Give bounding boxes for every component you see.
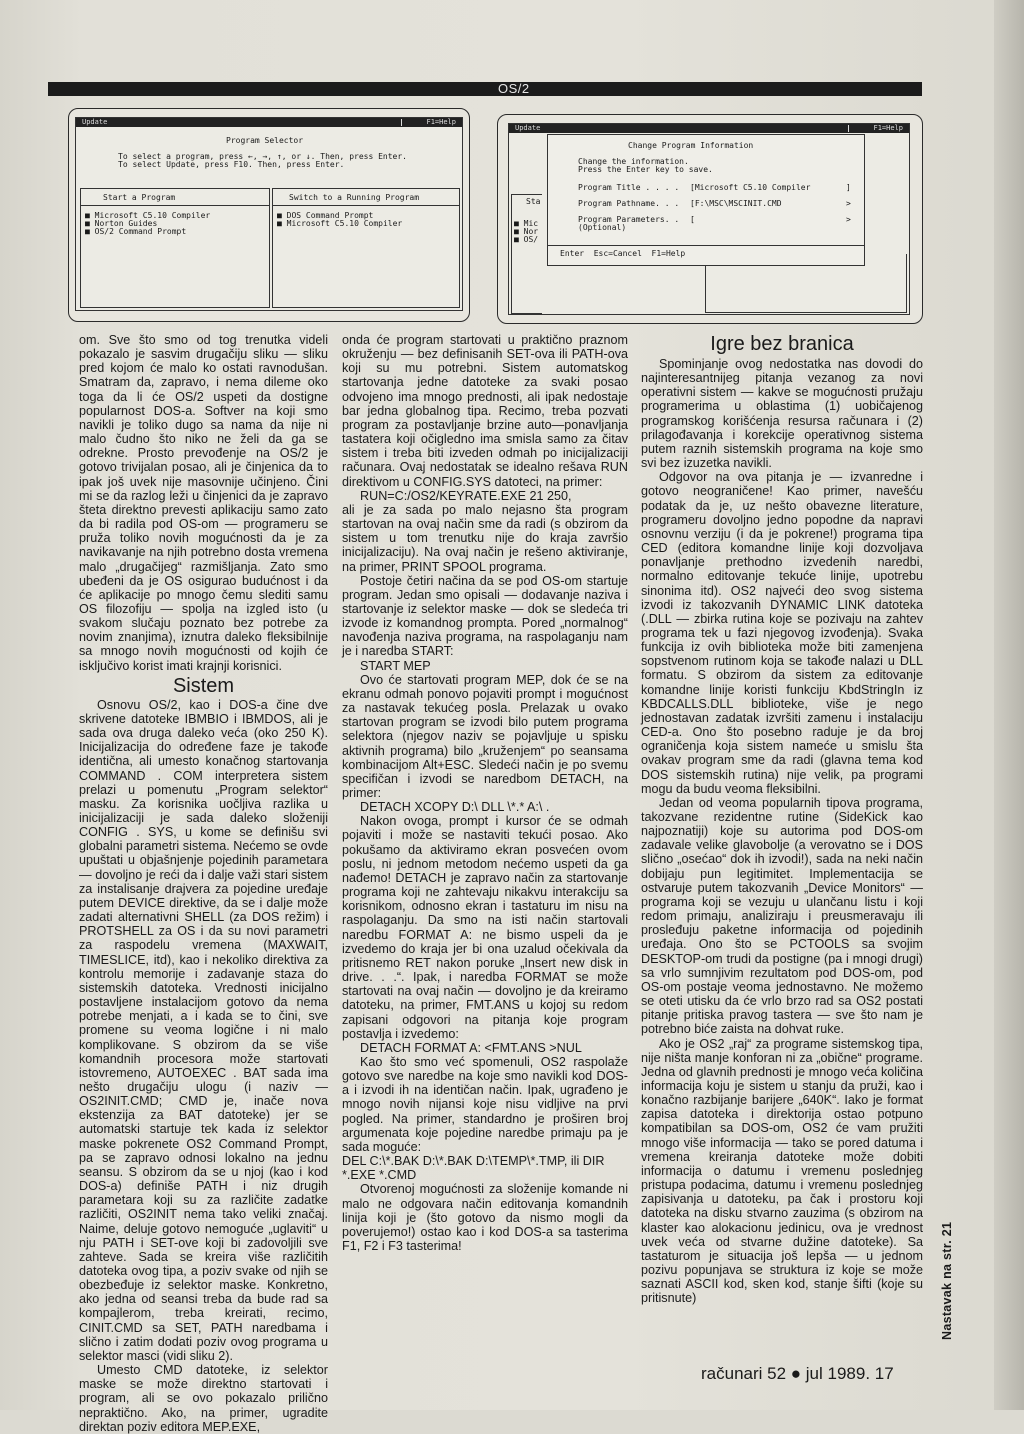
figure-change-program-info bbox=[497, 114, 923, 324]
section-label: OS/2 bbox=[498, 81, 530, 96]
menu-bar bbox=[76, 118, 462, 127]
dialog-line-2: Press the Enter key to save. bbox=[578, 165, 713, 174]
paragraph: Kao što smo već spomenuli, OS2 raspolaže gotovo sve naredbe na koje smo navikli kod DOS-a i izvodi ih na identičan način. Ipak, ugrađeno je mnogo novih nijansi koje nisu vidljive na prvi pogled. Na primer, standardno je proširen broj argumenata koje pojedine naredbe primaju pa je sada moguće: bbox=[342, 1054, 628, 1154]
paragraph: Umesto CMD datoteke, iz selektor maske se može direktno startovati i program, ali se ovo pokazalo prilično nepraktično. Ako, na primer, ugradite direktan poziv editora MEP.EXE, bbox=[79, 1363, 328, 1434]
paragraph: Ako je OS2 „raj“ za programe sistemskog tipa, nije ništa manje konforan ni za „obične“ programe. Jedna od glavnih prednosti je mnogo veća količina informacija koju je sistem u stanju da pruži, kao i konačno razbijanje barijere „640K“. Iako je format zapisa datoteka i direktorija ostao potpuno kompatibilan sa DOS-om, OS2 će vam pružiti mnogo više informacija — tako se pored datuma i vremena kreiranja datoteke može dobiti informacija o datumu i vremenu poslednjeg pristupa podacima, datumu i vremenu poslednjeg zapisivanja u datoteku, pa čak i prostoru koji datoteka na disku stvarno zauzima (s obzirom na klaster kao alokacionu jedinicu, ova je vrednost uvek veća od stvarne dužine datoteke). Sa tastaturom je situacija još lepša — u jednom pozivu popunjava se struktura iz koje se može saznati ASCII kod, sken kod, stanje šifti (koje su pritisnute) bbox=[641, 1036, 923, 1306]
section-heading-sistem: Sistem bbox=[172, 674, 235, 697]
program-title-end: ] bbox=[846, 183, 851, 192]
article-column-2 bbox=[342, 333, 628, 1253]
paragraph: Postoje četiri načina da se pod OS-om startuje program. Jedan smo opisali — dodavanje naziva i startovanje iz selektor maske — dok se sledeća tri izvode iz komandnog prompta. Pored „normalnog“ navođenja naziva programa, na raspolaganju nam je i naredba START: bbox=[342, 573, 628, 659]
paragraph: Spominjanje ovog nedostatka nas dovodi do najinteresantnijeg pitanja vezanog za novi operativni sistem — kakve se mogućnosti pružaju programerima u oblastima (1) uobičajenog programskog korišćenja resursa računara i (2) prilagođavanja i korekcije operativnog sistema putem raznih sistemskih programa na koje smo svi bez izuzetka navikli. bbox=[641, 357, 923, 471]
paragraph: ali je za sada po malo nejasno šta program startovan na ovaj način sme da radi (s obzirom da sistem u tom trenutku nije do kraja završio inicijalizaciju). Na ovaj način je rešeno aktiviranje, na primer, PRINT SPOOL programa. bbox=[342, 502, 628, 574]
menu-bar-2 bbox=[509, 124, 909, 133]
switch-item-2[interactable]: ■ Microsoft C5.10 Compiler bbox=[277, 219, 403, 228]
start-item-2[interactable]: ■ Norton Guides bbox=[85, 219, 158, 228]
program-title-field[interactable]: [Microsoft C5.10 Compiler bbox=[690, 183, 811, 192]
bg-item-1: ■ Mic bbox=[514, 219, 539, 228]
switch-program-box bbox=[272, 188, 460, 308]
selector-instruction-2: To select Update, press F10. Then, press Enter. bbox=[118, 160, 345, 169]
dialog-line-1: Change the information. bbox=[578, 157, 689, 166]
paragraph: onda će program startovati u praktično praznom okruženju — bez definisanih SET-ova ili PATH-ova koji su mu potrebni. Sistem automatskog startovanja jedne datoteke za svaki posao odvojeno ima mnogo prednosti, ali ipak nedostaje bar jedna globalnog tipa. Recimo, treba pozvati program za postavljanje brzine auto—ponavljanja tastatera koji očigledno ima smisla samo za čitav sistem i treba biti izveden odmah po inicijalizaciji računara. Ovaj nedostatak se idealno rešava RUN direktivom u CONFIG.SYS datoteci, na primer: bbox=[342, 333, 628, 489]
continuation-note: Nastavak na str. 21 bbox=[940, 1221, 954, 1340]
section-header-bar bbox=[48, 82, 922, 96]
figure-program-selector bbox=[68, 108, 470, 322]
start-box-title: Start a Program bbox=[103, 193, 176, 202]
page-edge bbox=[994, 0, 1024, 1410]
screen-program-selector bbox=[75, 117, 463, 311]
bg-start-label: Sta bbox=[526, 197, 541, 206]
bg-item-2: ■ Nor bbox=[514, 227, 539, 236]
paragraph: Nakon ovoga, prompt i kursor će se odmah pojaviti i može se nastaviti tekući posao. Ako pokušamo da aktiviramo ekran posvećen ovom poslu, ni jednom metodom nećemo uspeti da ga nađemo! DETACH je zapravo način za startovanje programa koji ne zahtevaju nikakvu interakciju sa korisnikom, odnosno ekran i tastaturu im nisu na raspolaganju. Da smo na isti način startovali naredbu FORMAT A: ne bismo uspeli da je izvedemo do kraja jer bi ona uzalud očekivala da pritisnemo RET nakon poruke „Insert new disk in drive. . .“. Ipak, i naredba FORMAT se može startovati na ovaj način — dovoljno je da kreiramo datoteku, na primer, FMT.ANS u kojoj su redom zapisani odgovori na pitanja koje program postavlja i izvedemo: bbox=[342, 814, 628, 1041]
background-start-box bbox=[511, 194, 542, 314]
selector-title: Program Selector bbox=[226, 136, 304, 145]
paragraph: Osnovu OS/2, kao i DOS-a čine dve skrivene datoteke IBMBIO i IBMDOS, ali je sada ova druga daleko veća (oko 250 K). Inicijalizacija do određene faze je takođe identična, ali umesto konačnog startovanja COMMAND . COM interpretera sistem prelazi u pomenutu „Program selektor“ masku. Za korisnika uočljiva razlika u inicijalizaciji je sada daleko složeniji CONFIG . SYS, u kome se definišu svi globalni parametri sistema. Nećemo se ovde upuštati u objašnjenje pojedinih parametara — dovoljno je reći da i dalje važi stari sistem za instalisanje drajvera za pojedine uređaje putem DEVICE direktive, da se i dalje može zadati alternativni SHELL (za DOS režim) i PROTSHELL za OS i da su novi parametri za raspodelu vremena (MAXWAIT, TIMESLICE, itd), kao i nekoliko direktiva za kontrolu memorije i zadavanje staza do sistemskih datoteka. Vrednosti inicijalno postavljene instalacijom gotovo da nema potrebe menjati, a i kada se to čini, sve promene su veoma logične i ni malo komplikovane. S obzirom da se više komandnih procesora može startovati istovremeno, AUTOEXEC . BAT sada ima nešto drugačiju ulogu (i naziv — OS2INIT.CMD; CMD je, inače nova ekstenzija za BAT datoteke) jer se automatski startuje tek kada iz selektor maske pokrenete OS2 Command Prompt, pa se zapravo odnosi lokalno na jednu seansu. S obzirom da se u njoj (kao i kod DOS-a) definiše PATH i niz drugih parametara koji su za različite zadatke različiti, OS2INIT nema tako veliki značaj. Naime, deluje gotovo nemoguće „uglaviti“ u nju PATH i SET-ove koji bi zadovoljili sve zahteve. Sada se kreira više različitih datoteka ovog tipa, a poziv svake od njih se obezbeđuje iz selektor maske. Konkretno, ako jedna od seansi treba da bude rad sa kompajlerom, treba kreirati, recimo, CINIT.CMD sa SET, PATH naredbama i slično i zatim dodati poziv ovog programa u selektor masci (vidi sliku 2). bbox=[79, 697, 328, 1363]
switch-item-1[interactable]: ■ DOS Command Prompt bbox=[277, 211, 374, 220]
code-line: START MEP bbox=[360, 658, 431, 673]
menu-update-2[interactable]: Update bbox=[515, 124, 541, 132]
start-item-1[interactable]: ■ Microsoft C5.10 Compiler bbox=[85, 211, 211, 220]
paragraph: Ovo će startovati program MEP, dok će se na ekranu odmah ponovo pojaviti prompt i mogućnost za nastavak tekućeg posla. Prelazak u ovako startovan program se izvodi bilo putem programa selektora (njegov naziv se pojavljuje u spisku aktivnih programa) bilo „kruženjem“ po seansama kombinacijom Alt+ESC. Sledeći način je po svemu specifičan i izvodi se naredbom DETACH, na primer: bbox=[342, 672, 628, 800]
code-line: DETACH FORMAT A: <FMT.ANS >NUL bbox=[360, 1040, 582, 1055]
menu-separator-2 bbox=[848, 125, 849, 132]
code-line: RUN=C:/OS2/KEYRATE.EXE 21 250, bbox=[360, 488, 572, 503]
program-path-label: Program Pathname. . . bbox=[578, 199, 680, 208]
program-path-field[interactable]: [F:\MSC\MSCINIT.CMD bbox=[690, 199, 782, 208]
code-line: DEL C:\*.BAK D:\*.BAK D:\TEMP\*.TMP, ili DIR *.EXE *.CMD bbox=[342, 1154, 605, 1183]
paragraph: om. Sve što smo od tog trenutka videli pokazalo je sasvim drugačiju sliku — sliku pred kojom će malo ko ostati ravnodušan. Smatram da, zapravo, i nema dileme oko toga da li će OS/2 uspeti da dostigne popularnost DOS-a. Softver na koji smo navikli je toliko dugo sa nama da nije ni malo čudno što niko ne želi da ga se odrekne. Prosto prevođenje na OS/2 je gotovo trivijalan posao, ali je činjenica da to ipak još uvek nije masovnije učinjeno. Čini mi se da razlog leži u činjenici da je zapravo šteta direktno prevesti aplikaciju samo zato da bi radila pod OS-om — programeru se pruža toliko novih mogućnosti da je za navikavanje na njih potrebno dosta vremena malo „drugačijeg“ razmišljanja. Zato smo ubeđeni da je OS osigurao budućnost i da će aplikacije po mnogo čemu slediti samu OS filozofiju — spolja na izgled isto (u svakom slučaju poznato bez potrebe za novim znanjima), iznutra daleko fleksibilnije sa mnogo novih mogućnosti od kojih će isključivo korist imati krajnji korisnici. bbox=[79, 333, 328, 673]
switch-box-title: Switch to a Running Program bbox=[289, 193, 420, 202]
program-params-field[interactable]: [ bbox=[690, 215, 695, 224]
code-line: DETACH XCOPY D:\ DLL \*.* A:\ . bbox=[360, 800, 550, 815]
menu-help[interactable]: F1=Help bbox=[426, 118, 456, 126]
dialog-title: Change Program Information bbox=[628, 141, 754, 150]
program-params-label: Program Parameters. . bbox=[578, 215, 680, 224]
change-program-dialog bbox=[547, 134, 865, 266]
article-column-1 bbox=[79, 333, 328, 1434]
bg-item-3: ■ OS/ bbox=[514, 235, 539, 244]
start-item-3[interactable]: ■ OS/2 Command Prompt bbox=[85, 227, 187, 236]
section-heading-igre: Igre bez branica bbox=[710, 333, 854, 355]
start-program-box bbox=[80, 188, 270, 308]
program-params-scroll-icon: > bbox=[846, 215, 851, 224]
menu-update[interactable]: Update bbox=[82, 118, 108, 126]
menu-help-2[interactable]: F1=Help bbox=[873, 124, 903, 132]
page-footer: računari 52 ● jul 1989. 17 bbox=[701, 1364, 894, 1383]
screen-change-program bbox=[508, 123, 910, 315]
article-column-3 bbox=[641, 333, 923, 1305]
program-path-scroll-icon: > bbox=[846, 199, 851, 208]
dialog-key-hints[interactable]: Enter Esc=Cancel F1=Help bbox=[560, 249, 686, 258]
paragraph: Odgovor na ova pitanja je — izvanredne i gotovo neograničene! Kao primer, navešću podatak da je, uz nešto obavezne literature, programeru dovoljno jedno popodne da napravi osnovnu verziju (i da je pokrene!) programa tipa CED (editora komandne linije koji dozvoljava ponavljanje prethodno izvedenih naredbi, normalno editovanje tekuće linije, upotrebu sinonima itd). OS2 najveći deo svog sistema izvodi iz takozvanih DYNAMIC LINK datoteka (.DLL — zbirka rutina koje se pozivaju na zahtev programa tek u fazi njegovog izvođenja). Svaka funkcija iz ovih biblioteka može biti zamenjena sopstvenom rutinom koja se takođe nalazi u DLL formatu. S obzirom da sistem za editovanje komandne linije koristi funkciju KbdStringIn iz KBDCALLS.DLL biblioteke, više je nego jednostavan zadatak izvršiti zamenu i instalaciju CED-a. Ono što posebno raduje je da broj ograničenja koja sistem nameće u smislu šta ovakav program sme da radi (glavna tema kod DOS sistemskih rutina) nije velik, pa programi mogu da budu veoma fleksibilni. bbox=[641, 470, 923, 796]
paragraph: Otvorenoj mogućnosti za složenije komande ni malo ne odgovara način editovanja komandnih linija koji je (što gotovo da nismo mogli da poverujemo!) ostao kao i kod DOS-a sa tasterima F1, F2 i F3 tasterima! bbox=[342, 1182, 628, 1253]
program-title-label: Program Title . . . . bbox=[578, 183, 680, 192]
menu-separator bbox=[401, 119, 402, 126]
selector-instruction-1: To select a program, press ←, →, ↑, or ↓. Then, press Enter. bbox=[118, 152, 407, 161]
paragraph: Jedan od veoma popularnih tipova programa, takozvane rezidentne rutine (SideKick kao najpoznatiji) koje su autorima pod DOS-om zadavale velike glavobolje (a verovatno se i DOS slično „osećao“ dok ih izvodi!), sada na neki način dobijaju pun legitimitet. Implementacija se ostvaruje putem takozvanih „Device Monitors“ — programa koji se vezuju u ulančanu listu i koji redom primaju, analiziraju i preusmeravaju ili prosleđuju paketne informacija od pojedinih uređaja. Ono što se PCTOOLS sa svojim DESKTOP-om trudi da postigne (pa i mnogi drugi) sa vrlo sumnjivim rezultatom pod DOS-om, pod OS-om postaje veoma jednostavno. Ne možemo se oteti utisku da će vrlo brzo rad sa OS2 postati pitanje pritiska pravog tastera — sve što nam je potrebno biće zaista na dohvat ruke. bbox=[641, 795, 923, 1037]
params-optional-note: (Optional) bbox=[578, 223, 627, 232]
